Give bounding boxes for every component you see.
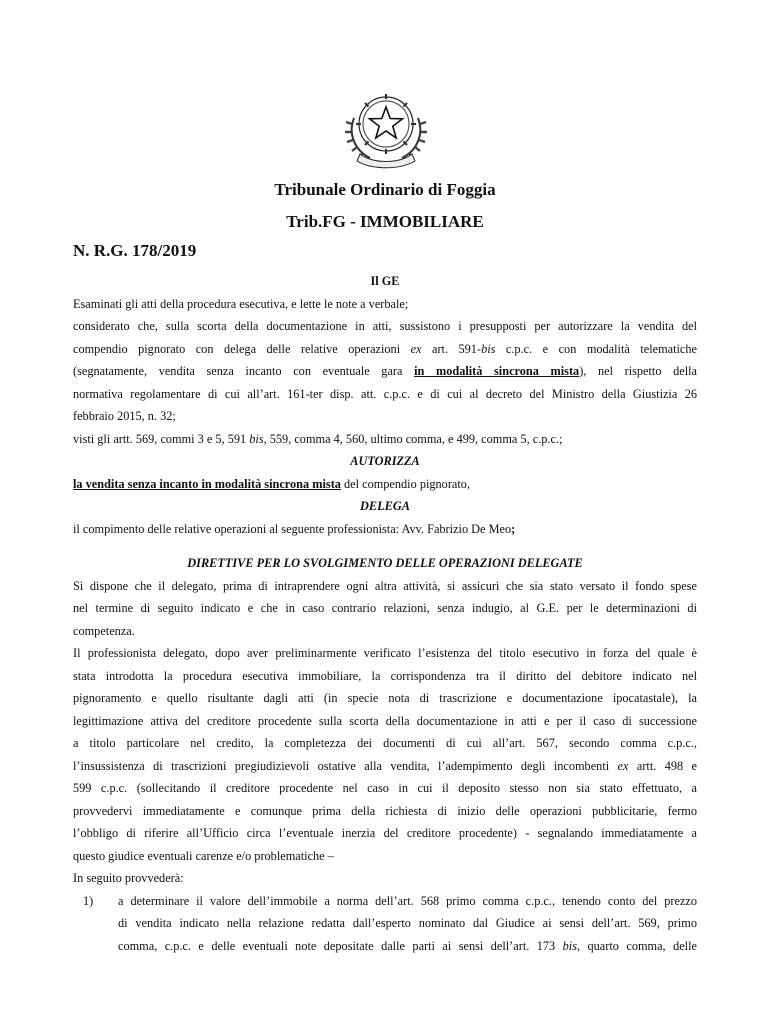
- paragraph-line: l’insussistenza di trascrizioni pregiudizievoli ostative alla vendita, l’adempimento degli incombenti ex artt. 498 e: [73, 758, 697, 773]
- direttive-heading: DIRETTIVE PER LO SVOLGIMENTO DELLE OPERAZIONI DELEGATE: [187, 556, 583, 570]
- paragraph-line: compendio pignorato con delega delle relative operazioni ex art. 591-bis c.p.c. e con modalità telematiche: [73, 341, 697, 356]
- paragraph-line: stata introdotta la procedura esecutiva immobiliare, la corrispondenza tra il diritto del debitore indicato nel: [73, 668, 697, 683]
- paragraph-line: 599 c.p.c. (sollecitando il creditore procedente nel caso in cui il deposito stesso non sia stato effettuato, a: [73, 781, 697, 795]
- paragraph-line: questo giudice eventuali carenze e/o problematiche –: [73, 848, 334, 863]
- court-title: Tribunale Ordinario di Foggia: [274, 180, 496, 199]
- paragraph-line: competenza.: [73, 623, 135, 638]
- court-section: Trib.FG - IMMOBILIARE: [286, 212, 484, 231]
- paragraph-line: nel termine di seguito indicato e che in caso contrario relazioni, senza indugio, al G.E. per le determinazioni di: [73, 601, 697, 615]
- paragraph-line: normativa regolamentare di cui all’art. 161-ter disp. att. c.p.c. e di cui al decreto del Ministro della Giustizia 26: [73, 386, 697, 401]
- paragraph-line: Si dispone che il delegato, prima di intraprendere ogni altra attività, si assicuri che sia stato versato il fondo spese: [73, 578, 697, 593]
- il-ge-heading: Il GE: [370, 274, 400, 288]
- paragraph-line: provvedervi immediatamente e comunque prima della richiesta di inizio delle operazioni pubblicitarie, fermo: [73, 803, 697, 818]
- paragraph-line: di vendita indicato nella relazione redatta dall’esperto nominato dal Giudice ai sensi dell’art. 569, primo: [118, 916, 697, 930]
- paragraph: il compimento delle relative operazioni al seguente professionista: Avv. Fabrizio De Meo;: [73, 521, 516, 536]
- paragraph-line: pignoramento e quello risultante dagli atti (in specie nota di trascrizione e documentazione ipocatastale), la: [73, 691, 697, 705]
- document-body: [73, 270, 697, 957]
- emphasis-text: in modalità sincrona mista: [414, 364, 580, 378]
- delega-heading: DELEGA: [360, 499, 410, 513]
- paragraph-line: legittimazione attiva del creditore procedente sulla scorta della documentazione in atti e per il caso di successione: [73, 713, 697, 728]
- paragraph-line: l’obbligo di riferire all’Ufficio circa l’eventuale inerzia del creditore procedente) - segnalando immediatamente a: [73, 826, 697, 840]
- numbered-list: [73, 890, 697, 958]
- emphasis-text: la vendita senza incanto in modalità sincrona mista: [73, 476, 341, 491]
- paragraph: In seguito provvederà:: [73, 871, 184, 885]
- paragraph-line: (segnatamente, vendita senza incanto con eventuale gara in modalità sincrona mista), nel rispetto della: [73, 364, 698, 378]
- paragraph: la vendita senza incanto in modalità sincrona mista del compendio pignorato,: [73, 476, 471, 491]
- autorizza-heading: AUTORIZZA: [350, 454, 420, 468]
- paragraph-line: a determinare il valore dell’immobile a norma dell’art. 568 primo comma c.p.c., tenendo conto del prezzo: [118, 893, 697, 908]
- italian-republic-emblem-icon: [340, 88, 432, 170]
- paragraph-line: considerato che, sulla scorta della documentazione in atti, sussistono i presupposti per autorizzare la vendita del: [73, 319, 697, 333]
- case-number: N. R.G. 178/2019: [73, 241, 197, 260]
- paragraph-line: febbraio 2015, n. 32;: [73, 409, 176, 423]
- list-item: [73, 890, 697, 958]
- paragraph-line: a titolo particolare nel credito, la completezza dei documenti di cui all’art. 567, secondo comma c.p.c.,: [73, 736, 697, 750]
- paragraph: Esaminati gli atti della procedura esecutiva, e lette le note a verbale;: [73, 296, 409, 311]
- list-item-number: 1): [83, 893, 94, 908]
- paragraph-line: comma, c.p.c. e delle eventuali note depositate dalle parti ai sensi dell’art. 173 bis, quarto comma, delle: [118, 938, 697, 953]
- paragraph-line: Il professionista delegato, dopo aver preliminarmente verificato l’esistenza del titolo esecutivo in forza del quale è: [73, 646, 697, 660]
- paragraph: visti gli artt. 569, commi 3 e 5, 591 bis, 559, comma 4, 560, ultimo comma, e 499, comma 5, c.p.c.;: [73, 431, 563, 446]
